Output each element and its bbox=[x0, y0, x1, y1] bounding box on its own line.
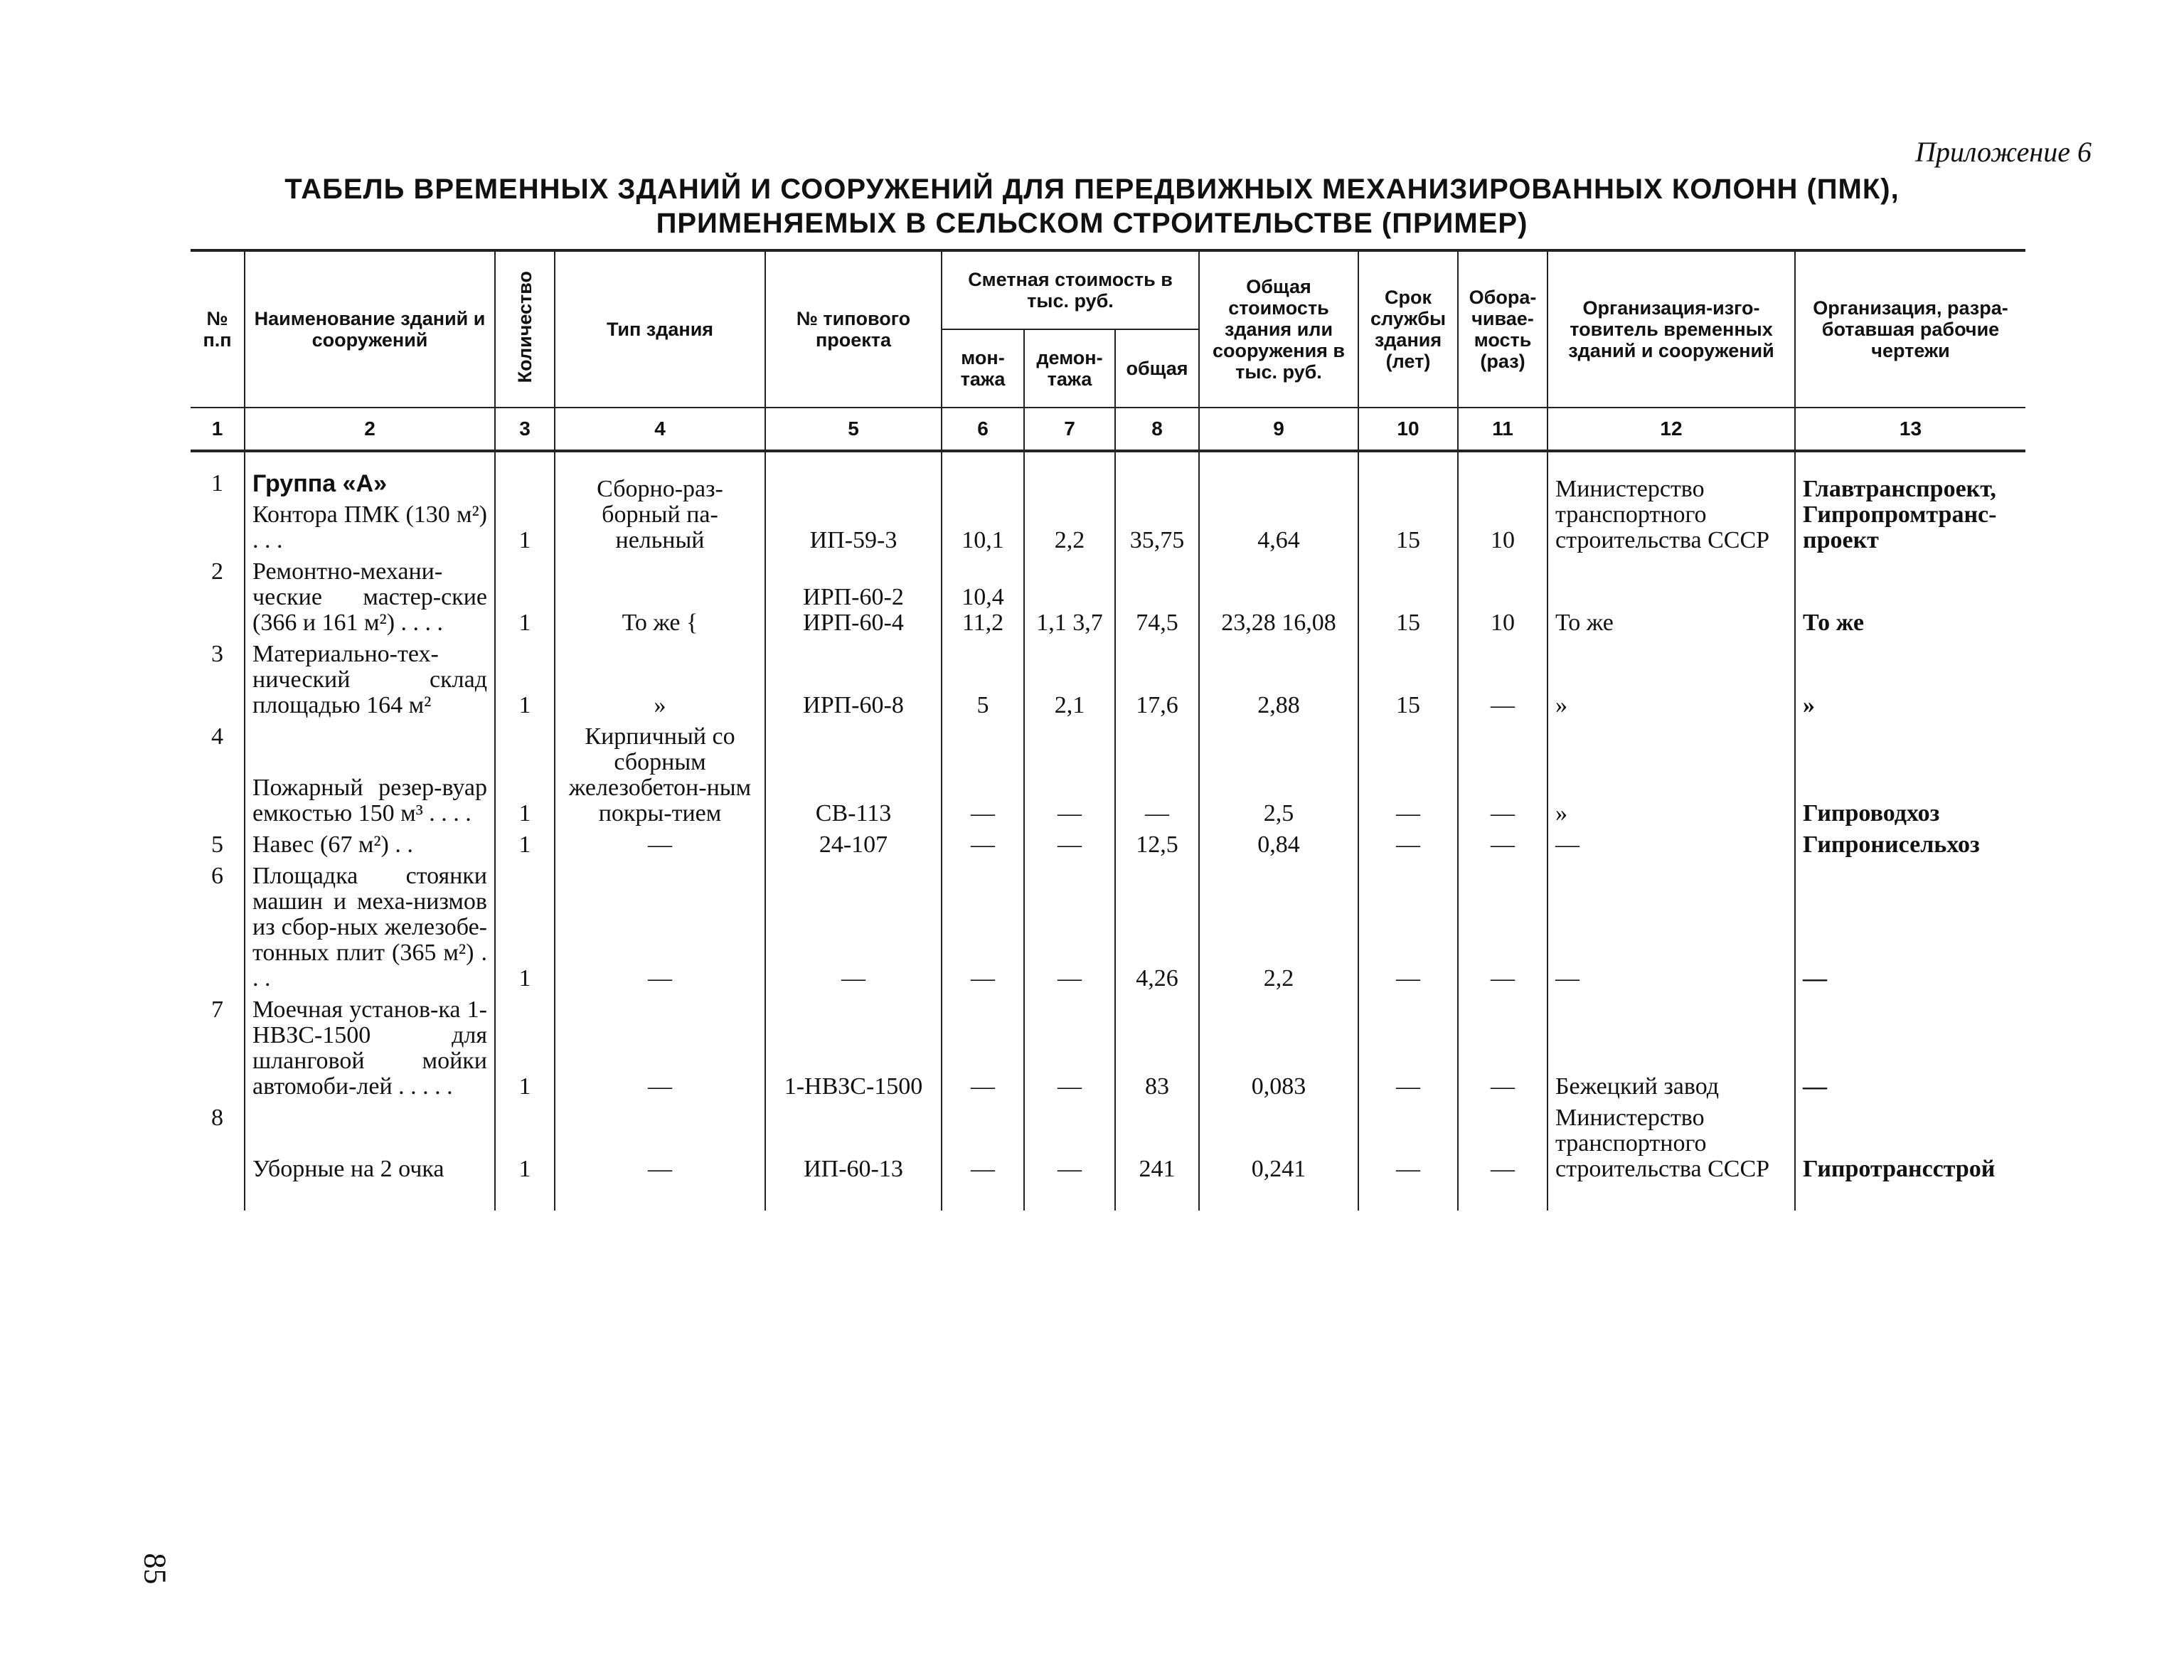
header-designer: Организация, разра-ботавшая рабочие чертежи bbox=[1795, 250, 2025, 408]
page-number: 85 bbox=[137, 1553, 173, 1585]
table-row bbox=[191, 468, 2025, 556]
building-name: Уборные на 2 очка bbox=[245, 1102, 495, 1211]
turnover-cell: — bbox=[1458, 721, 1548, 829]
designer-cell: Гипротрансстрой bbox=[1795, 1102, 2025, 1211]
row-number: 3 bbox=[191, 639, 245, 721]
manufacturer-cell: Министерство транспортного строительства СССР bbox=[1548, 468, 1795, 556]
building-name-text: Контора ПМК (130 м²) . . . bbox=[252, 501, 487, 553]
estimated-total-cell: 35,75 bbox=[1115, 468, 1199, 556]
turnover-cell: 10 bbox=[1458, 468, 1548, 556]
mounting-cost-cell: 10,1 bbox=[942, 468, 1024, 556]
building-name: Навес (67 м²) . . bbox=[245, 829, 495, 861]
table-header bbox=[191, 250, 2025, 451]
estimated-total-cell: 83 bbox=[1115, 994, 1199, 1102]
estimated-total-cell: — bbox=[1115, 721, 1199, 829]
total-cost-cell: 2,88 bbox=[1199, 639, 1358, 721]
quantity-cell: 1 bbox=[495, 829, 555, 861]
turnover-cell: — bbox=[1458, 829, 1548, 861]
header-total-cost: Общая стоимость здания или сооружения в тыс. руб. bbox=[1199, 250, 1358, 408]
group-label: Группа «А» bbox=[252, 470, 388, 497]
header-turnover: Обора-чивае-мость (раз) bbox=[1458, 250, 1548, 408]
turnover-cell: — bbox=[1458, 861, 1548, 994]
header-cost-total: общая bbox=[1115, 329, 1199, 408]
col-num: 2 bbox=[245, 408, 495, 451]
col-num: 7 bbox=[1024, 408, 1115, 451]
designer-cell: — bbox=[1795, 994, 2025, 1102]
header-mounting: мон-тажа bbox=[942, 329, 1024, 408]
row-number: 6 bbox=[191, 861, 245, 994]
dismounting-cost-cell: 2,2 bbox=[1024, 468, 1115, 556]
table-row bbox=[191, 861, 2025, 994]
service-life-cell: 15 bbox=[1358, 556, 1458, 639]
row-number: 1 bbox=[191, 468, 245, 556]
document-title-line-2: ПРИМЕНЯЕМЫХ В СЕЛЬСКОМ СТРОИТЕЛЬСТВЕ (ПРИМЕР) bbox=[656, 208, 1528, 239]
building-type-cell: Кирпичный со сборным железобетон-ным покры-тием bbox=[555, 721, 765, 829]
table-row bbox=[191, 721, 2025, 829]
dismounting-cost-cell: 1,1 3,7 bbox=[1024, 556, 1115, 639]
col-num: 13 bbox=[1795, 408, 2025, 451]
mounting-cost-cell: — bbox=[942, 1102, 1024, 1211]
manufacturer-cell: » bbox=[1548, 721, 1795, 829]
quantity-cell: 1 bbox=[495, 639, 555, 721]
designer-cell: » bbox=[1795, 639, 2025, 721]
quantity-cell: 1 bbox=[495, 468, 555, 556]
row-number: 2 bbox=[191, 556, 245, 639]
row-number: 4 bbox=[191, 721, 245, 829]
col-num: 11 bbox=[1458, 408, 1548, 451]
table-body bbox=[191, 451, 2025, 1211]
header-name: Наименование зданий и сооружений bbox=[245, 250, 495, 408]
row-number: 7 bbox=[191, 994, 245, 1102]
manufacturer-cell: То же bbox=[1548, 556, 1795, 639]
project-number-cell: 1-НВЗС-1500 bbox=[765, 994, 942, 1102]
header-quantity bbox=[495, 250, 555, 408]
turnover-cell: — bbox=[1458, 639, 1548, 721]
estimated-total-cell: 241 bbox=[1115, 1102, 1199, 1211]
row-number: 5 bbox=[191, 829, 245, 861]
service-life-cell: — bbox=[1358, 861, 1458, 994]
estimated-total-cell: 12,5 bbox=[1115, 829, 1199, 861]
mounting-cost-cell: — bbox=[942, 829, 1024, 861]
building-type-cell: — bbox=[555, 829, 765, 861]
table-row bbox=[191, 639, 2025, 721]
dismounting-cost-cell: — bbox=[1024, 721, 1115, 829]
mounting-cost-cell: 10,4 11,2 bbox=[942, 556, 1024, 639]
header-project-number: № типового проекта bbox=[765, 250, 942, 408]
quantity-cell: 1 bbox=[495, 721, 555, 829]
header-manufacturer: Организация-изго-товитель временных зданий и сооружений bbox=[1548, 250, 1795, 408]
col-num: 6 bbox=[942, 408, 1024, 451]
building-type-cell: — bbox=[555, 1102, 765, 1211]
dismounting-cost-cell: — bbox=[1024, 994, 1115, 1102]
turnover-cell: — bbox=[1458, 994, 1548, 1102]
manufacturer-cell: — bbox=[1548, 861, 1795, 994]
service-life-cell: 15 bbox=[1358, 468, 1458, 556]
building-name bbox=[245, 468, 495, 556]
table-row bbox=[191, 1102, 2025, 1211]
estimated-total-cell: 74,5 bbox=[1115, 556, 1199, 639]
col-num: 9 bbox=[1199, 408, 1358, 451]
designer-cell: — bbox=[1795, 861, 2025, 994]
building-name: Пожарный резер-вуар емкостью 150 м³ . . . . bbox=[245, 721, 495, 829]
col-num: 3 bbox=[495, 408, 555, 451]
designer-cell: Главтранспроект, Гипропромтранс-проект bbox=[1795, 468, 2025, 556]
building-type-cell: — bbox=[555, 861, 765, 994]
designer-cell: Гипронисельхоз bbox=[1795, 829, 2025, 861]
dismounting-cost-cell: — bbox=[1024, 1102, 1115, 1211]
building-name: Моечная установ-ка 1-НВЗС-1500 для шланговой мойки автомоби-лей . . . . . bbox=[245, 994, 495, 1102]
header-building-type: Тип здания bbox=[555, 250, 765, 408]
mounting-cost-cell: — bbox=[942, 861, 1024, 994]
dismounting-cost-cell: — bbox=[1024, 861, 1115, 994]
project-number-cell: ИП-60-13 bbox=[765, 1102, 942, 1211]
manufacturer-cell: Бежецкий завод bbox=[1548, 994, 1795, 1102]
total-cost-cell: 0,84 bbox=[1199, 829, 1358, 861]
table-row bbox=[191, 556, 2025, 639]
mounting-cost-cell: — bbox=[942, 721, 1024, 829]
quantity-cell: 1 bbox=[495, 994, 555, 1102]
service-life-cell: 15 bbox=[1358, 639, 1458, 721]
manufacturer-cell: — bbox=[1548, 829, 1795, 861]
building-name: Ремонтно-механи-ческие мастер-ские (366 и 161 м²) . . . . bbox=[245, 556, 495, 639]
mounting-cost-cell: — bbox=[942, 994, 1024, 1102]
row-number: 8 bbox=[191, 1102, 245, 1211]
col-num: 4 bbox=[555, 408, 765, 451]
designer-cell: Гипроводхоз bbox=[1795, 721, 2025, 829]
col-num: 1 bbox=[191, 408, 245, 451]
column-numbers-row bbox=[191, 408, 2025, 451]
col-num: 10 bbox=[1358, 408, 1458, 451]
project-number-cell: 24-107 bbox=[765, 829, 942, 861]
header-dismounting: демон-тажа bbox=[1024, 329, 1115, 408]
service-life-cell: — bbox=[1358, 994, 1458, 1102]
quantity-cell: 1 bbox=[495, 1102, 555, 1211]
table-row bbox=[191, 994, 2025, 1102]
project-number-cell: ИП-59-3 bbox=[765, 468, 942, 556]
turnover-cell: — bbox=[1458, 1102, 1548, 1211]
total-cost-cell: 0,241 bbox=[1199, 1102, 1358, 1211]
manufacturer-cell: » bbox=[1548, 639, 1795, 721]
header-estimated-cost: Сметная стоимость в тыс. руб. bbox=[942, 250, 1199, 329]
dismounting-cost-cell: 2,1 bbox=[1024, 639, 1115, 721]
designer-cell: То же bbox=[1795, 556, 2025, 639]
mounting-cost-cell: 5 bbox=[942, 639, 1024, 721]
table-row bbox=[191, 829, 2025, 861]
total-cost-cell: 2,2 bbox=[1199, 861, 1358, 994]
total-cost-cell: 4,64 bbox=[1199, 468, 1358, 556]
document-title-line-1: ТАБЕЛЬ ВРЕМЕННЫХ ЗДАНИЙ И СООРУЖЕНИЙ ДЛЯ ПЕРЕДВИЖНЫХ МЕХАНИЗИРОВАННЫХ КОЛОНН (ПМК), bbox=[284, 174, 1900, 205]
turnover-cell: 10 bbox=[1458, 556, 1548, 639]
quantity-cell: 1 bbox=[495, 861, 555, 994]
appendix-label: Приложение 6 bbox=[1915, 136, 2092, 168]
col-num: 12 bbox=[1548, 408, 1795, 451]
header-quantity-label: Количество bbox=[514, 271, 536, 383]
project-number-cell: — bbox=[765, 861, 942, 994]
project-number-cell: СВ-113 bbox=[765, 721, 942, 829]
total-cost-cell: 0,083 bbox=[1199, 994, 1358, 1102]
project-number-cell: ИРП-60-8 bbox=[765, 639, 942, 721]
total-cost-cell: 2,5 bbox=[1199, 721, 1358, 829]
building-type-cell: То же { bbox=[555, 556, 765, 639]
estimated-total-cell: 4,26 bbox=[1115, 861, 1199, 994]
service-life-cell: — bbox=[1358, 1102, 1458, 1211]
quantity-cell: 1 bbox=[495, 556, 555, 639]
dismounting-cost-cell: — bbox=[1024, 829, 1115, 861]
header-service-life: Срок службы здания (лет) bbox=[1358, 250, 1458, 408]
project-number-cell: ИРП-60-2 ИРП-60-4 bbox=[765, 556, 942, 639]
building-type-cell: Сборно-раз-борный па-нельный bbox=[555, 468, 765, 556]
total-cost-cell: 23,28 16,08 bbox=[1199, 556, 1358, 639]
header-number: № п.п bbox=[191, 250, 245, 408]
estimated-total-cell: 17,6 bbox=[1115, 639, 1199, 721]
buildings-table bbox=[191, 249, 2025, 1211]
building-type-cell: » bbox=[555, 639, 765, 721]
building-name: Площадка стоянки машин и меха-низмов из сбор-ных железобе-тонных плит (365 м²) . . . bbox=[245, 861, 495, 994]
service-life-cell: — bbox=[1358, 829, 1458, 861]
col-num: 5 bbox=[765, 408, 942, 451]
service-life-cell: — bbox=[1358, 721, 1458, 829]
manufacturer-cell: Министерство транспортного строительства СССР bbox=[1548, 1102, 1795, 1211]
building-name: Материально-тех-нический склад площадью 164 м² bbox=[245, 639, 495, 721]
building-type-cell: — bbox=[555, 994, 765, 1102]
col-num: 8 bbox=[1115, 408, 1199, 451]
